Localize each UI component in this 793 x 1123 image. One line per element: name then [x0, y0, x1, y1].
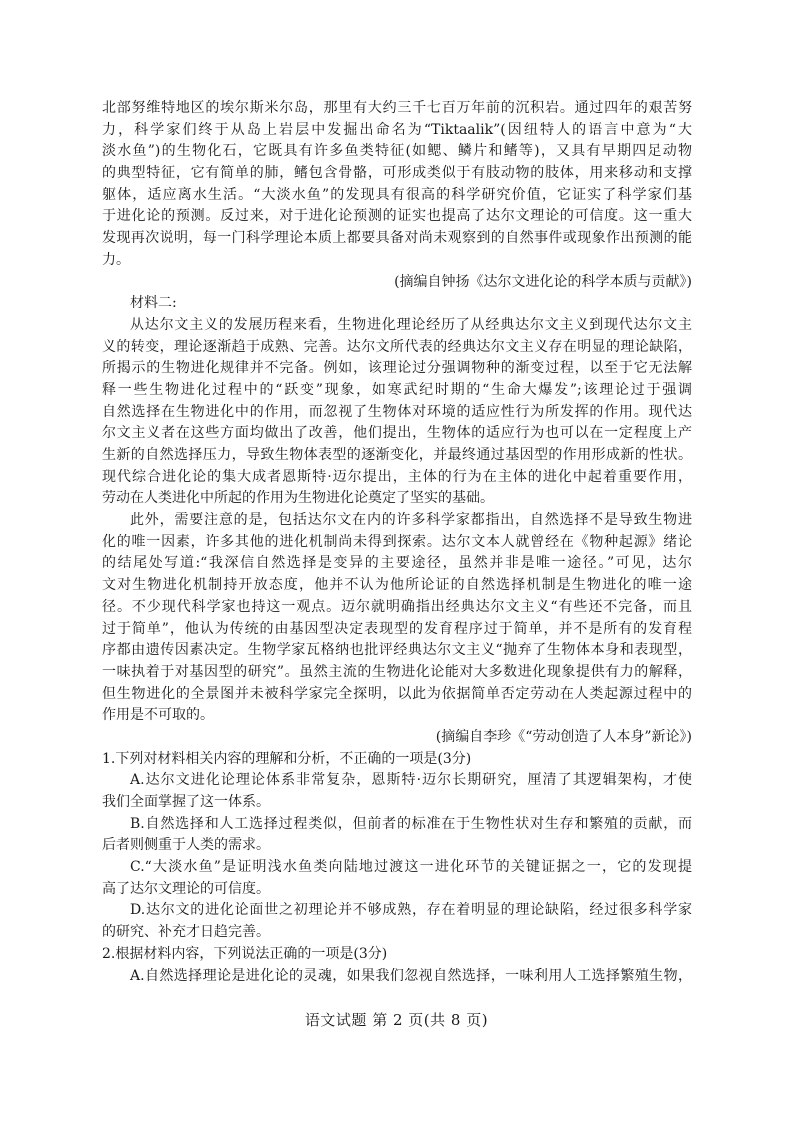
source-citation: (摘编自钟扬《达尔文进化论的科学本质与贡献》): [394, 273, 692, 290]
section-heading: 材料二:: [130, 295, 177, 312]
question-stem: 2.根据材料内容，下列说法正确的一项是(3分): [102, 945, 388, 962]
document-body: [102, 98, 692, 987]
text-line: 释一些生物进化过程中的“跃变”现象，如寒武纪时期的“生命大爆发”;该理论过于强调: [102, 381, 692, 398]
text-line: 尔文主义者在这些方面均做出了改善，他们提出，生物体的适应行为也可以在一定程度上产: [102, 425, 692, 442]
text-line: 化的唯一因素，许多其他的进化机制尚未得到探索。达尔文本人就曾经在《物种起源》绪论: [102, 533, 692, 550]
text-line: 但生物进化的全景图并未被科学家完全探明，以此为依据简单否定劳动在人类起源过程中的: [102, 685, 692, 702]
text-line: 力。: [102, 251, 130, 268]
text-line: 于进化论的预测。反过来，对于进化论预测的证实也提高了达尔文理论的可信度。这一重大: [102, 208, 692, 225]
question-stem: 1.下列对材料相关内容的理解和分析，不正确的一项是(3分): [102, 750, 472, 767]
text-line: 力，科学家们终于从岛上岩层中发掘出命名为“Tiktaalik”(因纽特人的语言中意为“大: [102, 121, 692, 138]
text-line: 所揭示的生物进化规律并不完备。例如，该理论过分强调物种的渐变过程，以至于它无法解: [102, 360, 692, 377]
text-line: 自然选择在生物进化中的作用，而忽视了生物体对环境的适应性行为所发挥的作用。现代达: [102, 403, 692, 420]
text-line: 文对生物进化机制持开放态度，他并不认为他所论证的自然选择机制是生物进化的唯一途: [102, 577, 692, 594]
text-line: 我们全面掌握了这一体系。: [102, 794, 270, 810]
text-line: 的典型特征，它有简单的肺，鳍包含骨骼，可形成类似于有肢动物的肢体，用来移动和支撑: [102, 165, 692, 182]
text-line: 劳动在人类进化中所起的作用为生物进化论奠定了坚实的基础。: [102, 490, 494, 507]
text-line: 北部努维特地区的埃尔斯米尔岛，那里有大约三千七百万年前的沉积岩。通过四年的艰苦努: [102, 100, 692, 116]
text-line: 义的转变，理论逐渐趋于成熟、完善。达尔文所代表的经典达尔文主义存在明显的理论缺陷，: [102, 338, 692, 355]
text-line: 躯体，适应离水生活。“大淡水鱼”的发现具有很高的科学研究价值，它证实了科学家们基: [102, 186, 692, 203]
text-line: 一味执着于对基因型的研究”。虽然主流的生物进化论能对大多数进化现象提供有力的解释，: [102, 663, 692, 680]
option-d: D.达尔文的进化论面世之初理论并不够成熟，存在着明显的理论缺陷，经过很多科学家: [130, 902, 692, 919]
option-c: C.“大淡水鱼”是证明浅水鱼类向陆地过渡这一进化环节的关键证据之一，它的发现提: [130, 859, 692, 876]
text-line: 后者则侧重于人类的需求。: [102, 837, 270, 854]
page-footer: 语文试题 第 2 页(共 8 页): [304, 1011, 489, 1029]
text-line: 过于简单”，他认为传统的由基因型决定表现型的发育程序过于简单，并不是所有的发育程: [102, 620, 692, 637]
text-line: 生新的自然选择压力，导致生物体表型的逐渐变化，并最终通过基因型的作用形成新的性状。: [102, 447, 692, 463]
text-line: 从达尔文主义的发展历程来看，生物进化理论经历了从经典达尔文主义到现代达尔文主: [130, 316, 692, 333]
text-line: 发现再次说明，每一门科学理论本质上都要具备对尚未观察到的自然事件或现象作出预测的能: [102, 230, 692, 247]
option-a: A.自然选择理论是进化论的灵魂，如果我们忽视自然选择，一味利用人工选择繁殖生物，: [130, 967, 692, 984]
option-a: A.达尔文进化论理论体系非常复杂，恩斯特·迈尔长期研究，厘清了其逻辑架构，才使: [130, 772, 692, 789]
source-citation: (摘编自李珍《“劳动创造了人本身”新论》): [435, 728, 692, 745]
text-line: 序都由遗传因素决定。生物学家瓦格纳也批评经典达尔文主义“抛弃了生物体本身和表现型，: [102, 642, 692, 659]
text-line: 现代综合进化论的集大成者恩斯特·迈尔提出，主体的行为在主体的进化中起着重要作用，: [102, 468, 692, 485]
text-line: 淡水鱼”)的生物化石，它既具有许多鱼类特征(如鳃、鳞片和鳍等)，又具有早期四足动物: [102, 143, 692, 160]
text-line: 此外，需要注意的是，包括达尔文在内的许多科学家都指出，自然选择不是导致生物进: [130, 512, 692, 529]
text-line: 径。不少现代科学家也持这一观点。迈尔就明确指出经典达尔文主义“有些还不完备，而且: [102, 598, 692, 615]
text-line: 的结尾处写道:“我深信自然选择是变异的主要途径，虽然并非是唯一途径。”可见，达尔: [102, 555, 692, 572]
option-b: B.自然选择和人工选择过程类似，但前者的标准在于生物性状对生存和繁殖的贡献，而: [130, 815, 692, 832]
text-line: 作用是不可取的。: [102, 707, 214, 724]
text-line: 的研究、补充才日趋完善。: [102, 924, 270, 941]
text-line: 高了达尔文理论的可信度。: [102, 880, 270, 897]
